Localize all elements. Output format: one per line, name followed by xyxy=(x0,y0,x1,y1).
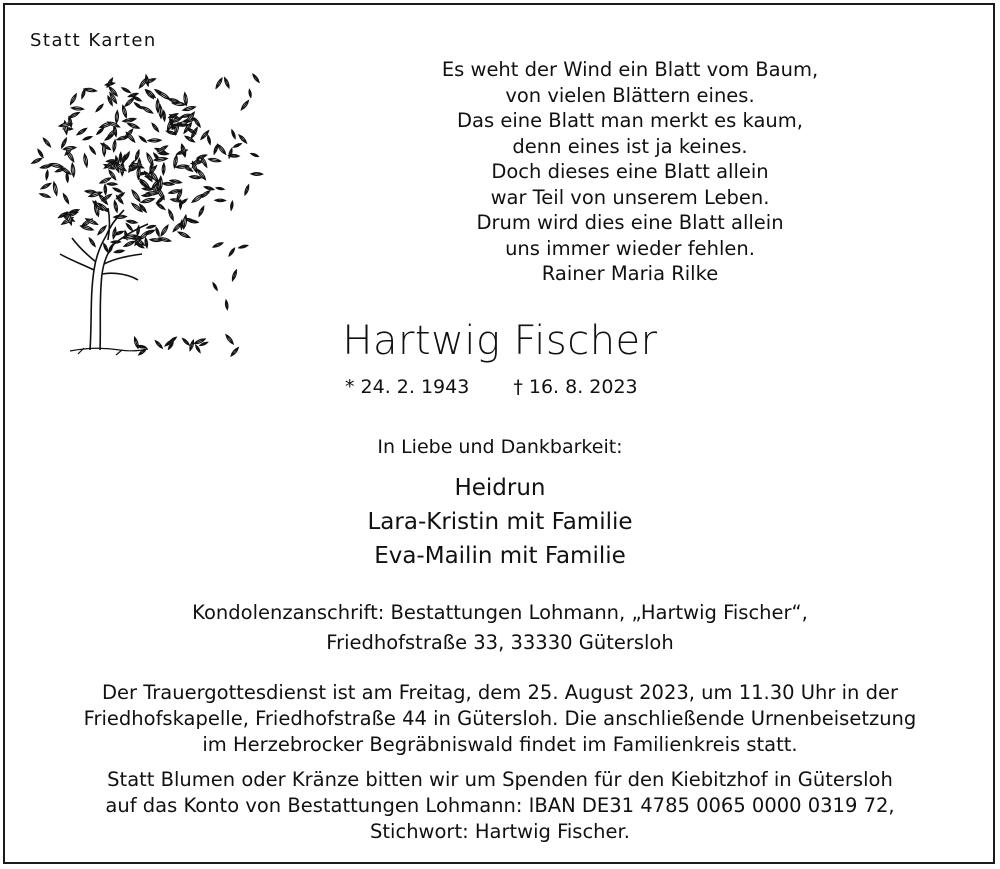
leaf xyxy=(62,193,70,204)
leaf xyxy=(198,206,205,217)
leaf xyxy=(225,334,235,345)
leaf xyxy=(167,209,174,221)
leaf xyxy=(144,238,148,248)
leaf xyxy=(69,93,78,105)
leaf xyxy=(134,102,143,110)
windblown-tree-icon xyxy=(20,58,270,368)
leaf xyxy=(215,199,226,202)
mourners-list xyxy=(250,471,750,573)
leaf xyxy=(252,73,260,83)
leaf xyxy=(42,137,51,147)
leaf xyxy=(157,90,170,100)
service-info xyxy=(30,680,970,758)
leaf xyxy=(177,231,190,240)
leaf xyxy=(141,105,154,114)
leaf xyxy=(162,111,165,122)
mourner: Eva-Mailin mit Familie xyxy=(374,543,626,569)
leaf xyxy=(225,300,229,310)
leaf xyxy=(146,192,158,195)
leaf xyxy=(60,137,67,148)
leaf xyxy=(114,249,124,253)
leaf xyxy=(112,227,117,239)
poem-line: Das eine Blatt man merkt es kaum, xyxy=(457,109,803,132)
poem-line: uns immer wieder fehlen. xyxy=(505,236,755,260)
leaf xyxy=(107,183,117,186)
leaf xyxy=(251,172,263,175)
leaf xyxy=(123,240,135,248)
leaf xyxy=(146,225,155,230)
leaf xyxy=(141,197,155,204)
service-line: Friedhofskapelle, Friedhofstraße 44 in Gütersloh. Die anschließende Urnenbeisetzung xyxy=(83,707,917,730)
leaf xyxy=(125,223,133,232)
leaf xyxy=(45,170,48,180)
tree-ground xyxy=(70,348,148,355)
leaf xyxy=(238,244,248,249)
leaf xyxy=(39,192,50,198)
leaf xyxy=(63,146,76,151)
leaf xyxy=(131,189,142,202)
poem-line: war Teil von unserem Leben. xyxy=(490,185,770,209)
leaf xyxy=(155,227,160,237)
leaf xyxy=(212,282,218,291)
leaf xyxy=(230,347,239,357)
leaf xyxy=(121,87,131,94)
life-dates xyxy=(345,376,638,398)
leaf xyxy=(31,157,42,164)
leaf xyxy=(151,122,160,132)
leaf xyxy=(207,135,212,145)
poem-line: von vielen Blättern eines. xyxy=(505,83,755,107)
poem-line: denn eines ist ja keines. xyxy=(512,134,748,158)
leaf xyxy=(145,152,154,166)
condolence-line: Kondolenzanschrift: Bestattungen Lohmann, „Hartwig Fischer“, xyxy=(192,601,808,624)
leaf xyxy=(119,152,122,162)
poem-line: Doch dieses eine Blatt allein xyxy=(491,160,769,183)
leaf xyxy=(191,193,204,204)
leaf xyxy=(138,135,147,143)
dedication: In Liebe und Dankbarkeit: xyxy=(377,436,623,458)
birth-date: * 24. 2. 1943 xyxy=(345,376,470,398)
mourner: Heidrun xyxy=(454,475,546,501)
leaf xyxy=(223,77,230,89)
leaf xyxy=(250,153,258,158)
leaf xyxy=(88,237,96,247)
leaf xyxy=(208,157,221,162)
leaf xyxy=(115,110,119,123)
leaf xyxy=(112,140,116,152)
leaf xyxy=(76,127,87,136)
leaf xyxy=(240,100,250,111)
leaf xyxy=(112,187,122,193)
leaf xyxy=(215,77,224,89)
leaf xyxy=(148,139,161,143)
leaf xyxy=(170,198,181,203)
leaf xyxy=(127,122,140,129)
leaf xyxy=(137,166,141,179)
leaf xyxy=(248,89,251,97)
mourner: Lara-Kristin mit Familie xyxy=(367,509,633,535)
leaf xyxy=(189,175,201,179)
death-date: † 16. 8. 2023 xyxy=(513,376,638,398)
leaf xyxy=(80,224,94,231)
leaf xyxy=(213,144,219,154)
service-line: Der Trauergottesdienst ist am Freitag, dem 25. August 2023, um 11.30 Uhr in der xyxy=(102,681,898,704)
leaf xyxy=(114,215,127,219)
leaf xyxy=(89,145,97,155)
leaf xyxy=(126,220,137,224)
leaf xyxy=(95,103,104,112)
leaf xyxy=(83,154,89,168)
leaf xyxy=(123,118,135,122)
header-note: Statt Karten xyxy=(30,30,157,51)
leaf xyxy=(37,149,44,158)
leaf xyxy=(231,130,237,140)
service-line: im Herzebrocker Begräbniswald findet im Familienkreis statt. xyxy=(202,733,798,756)
leaf xyxy=(158,105,162,119)
leaf xyxy=(244,184,250,195)
poem-line: Drum wird dies eine Blatt allein xyxy=(476,211,784,234)
leaf xyxy=(71,106,84,110)
leaf xyxy=(180,220,183,229)
donation-info xyxy=(30,767,970,845)
leaf xyxy=(52,182,58,196)
leaf xyxy=(113,200,118,212)
leaf xyxy=(121,105,128,118)
poem-line: Es weht der Wind ein Blatt vom Baum, xyxy=(441,58,819,81)
leaf xyxy=(230,201,233,210)
condolence-address xyxy=(100,598,900,658)
leaf xyxy=(83,136,93,141)
leaf xyxy=(182,338,191,347)
donation-line: Statt Blumen oder Kränze bitten wir um Spenden für den Kiebitzhof in Gütersloh xyxy=(107,768,893,791)
condolence-line: Friedhofstraße 33, 33330 Gütersloh xyxy=(326,631,674,654)
leaf xyxy=(103,243,109,253)
leaf xyxy=(193,117,202,128)
poem-author: Rainer Maria Rilke xyxy=(541,262,719,285)
leaf xyxy=(238,134,248,144)
leaf xyxy=(182,105,195,111)
leaf xyxy=(105,82,115,86)
leaf xyxy=(231,269,238,281)
leaf xyxy=(49,162,63,168)
leaf xyxy=(228,247,236,256)
donation-line: Stichwort: Hartwig Fischer. xyxy=(370,820,630,843)
leaf xyxy=(96,127,104,135)
leaf xyxy=(233,143,242,149)
leaf xyxy=(212,242,223,249)
leaf xyxy=(133,337,139,349)
poem xyxy=(380,57,880,287)
leaf xyxy=(40,182,51,190)
donation-line: auf das Konto von Bestattungen Lohmann: IBAN DE31 4785 0065 0000 0319 72, xyxy=(105,794,895,817)
leaf xyxy=(154,340,163,349)
leaf xyxy=(104,184,107,194)
leaf xyxy=(204,186,215,191)
deceased-name: Hartwig Fischer xyxy=(342,318,658,364)
leaf xyxy=(97,225,108,236)
leaf xyxy=(160,224,170,237)
leaf xyxy=(117,135,129,141)
leaf xyxy=(216,187,224,191)
leaf xyxy=(162,163,165,175)
leaf xyxy=(124,97,135,107)
leaf xyxy=(159,152,169,155)
